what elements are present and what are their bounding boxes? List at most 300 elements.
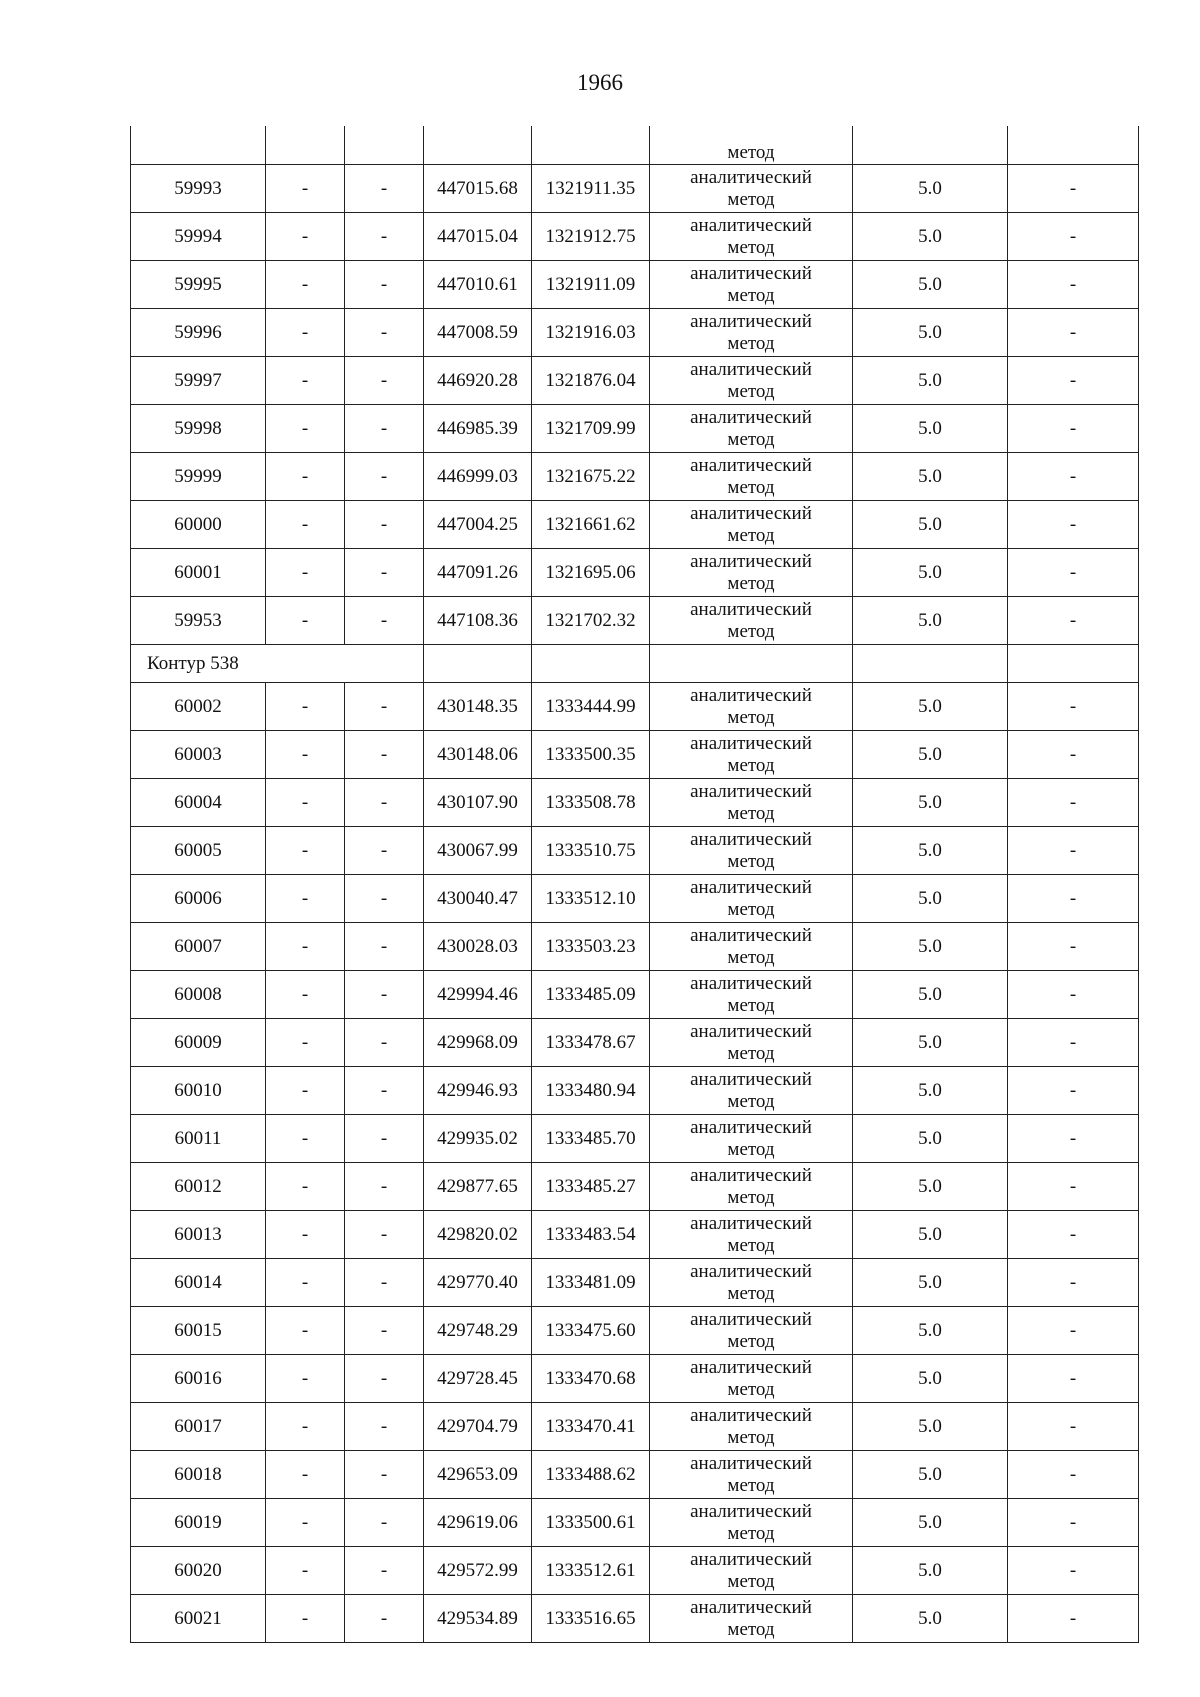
accuracy-cell: 5.0 xyxy=(853,1403,1008,1451)
method-line-2: метод xyxy=(727,1330,775,1352)
point-id-cell: 59999 xyxy=(131,453,266,501)
accuracy-cell: 5.0 xyxy=(853,827,1008,875)
x-coordinate-cell: 429820.02 xyxy=(424,1211,532,1259)
x-coordinate-cell: 430028.03 xyxy=(424,923,532,971)
point-id-cell: 60007 xyxy=(131,923,266,971)
x-coordinate-cell: 429968.09 xyxy=(424,1019,532,1067)
x-coordinate-cell: 429572.99 xyxy=(424,1547,532,1595)
y-coordinate-cell: 1321911.09 xyxy=(532,261,650,309)
method-line-1: аналитический xyxy=(690,502,812,524)
dash-cell: - xyxy=(1008,1019,1139,1067)
x-coordinate-cell: 429704.79 xyxy=(424,1403,532,1451)
point-id-cell: 60020 xyxy=(131,1547,266,1595)
x-coordinate-cell: 429877.65 xyxy=(424,1163,532,1211)
method-line-2: метод xyxy=(727,1378,775,1400)
method-line-2: метод xyxy=(727,380,775,402)
accuracy-cell: 5.0 xyxy=(853,453,1008,501)
method-line-2: метод xyxy=(727,1090,775,1112)
x-coordinate-cell: 447004.25 xyxy=(424,501,532,549)
method-line-1: аналитический xyxy=(690,1404,812,1426)
method-line-2: метод xyxy=(727,572,775,594)
table-row xyxy=(131,971,1139,1019)
y-coordinate-cell: 1333508.78 xyxy=(532,779,650,827)
accuracy-cell: 5.0 xyxy=(853,1115,1008,1163)
x-coordinate-cell: 430067.99 xyxy=(424,827,532,875)
method-cell xyxy=(650,165,853,213)
dash-cell: - xyxy=(345,1403,424,1451)
x-coordinate-cell: 447010.61 xyxy=(424,261,532,309)
table-row xyxy=(131,1067,1139,1115)
y-coordinate-cell: 1333510.75 xyxy=(532,827,650,875)
dash-cell: - xyxy=(345,1259,424,1307)
y-coordinate-cell: 1333485.27 xyxy=(532,1163,650,1211)
table-row xyxy=(131,261,1139,309)
y-coordinate-cell: 1333470.68 xyxy=(532,1355,650,1403)
page-number: 1966 xyxy=(577,70,623,95)
dash-cell: - xyxy=(266,971,345,1019)
table-row xyxy=(131,501,1139,549)
dash-cell: - xyxy=(1008,1595,1139,1643)
point-id-cell: 60012 xyxy=(131,1163,266,1211)
accuracy-cell: 5.0 xyxy=(853,213,1008,261)
dash-cell: - xyxy=(266,453,345,501)
accuracy-cell: 5.0 xyxy=(853,1067,1008,1115)
dash-cell: - xyxy=(266,779,345,827)
method-line-2: метод xyxy=(727,946,775,968)
method-cell xyxy=(650,549,853,597)
dash-cell: - xyxy=(1008,827,1139,875)
dash-cell: - xyxy=(1008,213,1139,261)
table-row xyxy=(131,875,1139,923)
accuracy-cell: 5.0 xyxy=(853,683,1008,731)
point-id-cell: 59993 xyxy=(131,165,266,213)
method-line-2: метод xyxy=(727,1234,775,1256)
table-row xyxy=(131,1547,1139,1595)
point-id-cell: 60006 xyxy=(131,875,266,923)
table-row xyxy=(131,1451,1139,1499)
dash-cell: - xyxy=(266,1307,345,1355)
method-line-1: аналитический xyxy=(690,1308,812,1330)
method-cell xyxy=(650,779,853,827)
table-row xyxy=(131,549,1139,597)
method-cell xyxy=(650,453,853,501)
y-coordinate-cell: 1321675.22 xyxy=(532,453,650,501)
dash-cell: - xyxy=(266,683,345,731)
dash-cell: - xyxy=(266,1019,345,1067)
dash-cell: - xyxy=(345,213,424,261)
method-line-1: аналитический xyxy=(690,1500,812,1522)
table-row xyxy=(131,1403,1139,1451)
dash-cell: - xyxy=(266,1355,345,1403)
contour-header-row xyxy=(131,645,1139,683)
method-cell xyxy=(650,1019,853,1067)
point-id-cell: 60002 xyxy=(131,683,266,731)
method-line-1: аналитический xyxy=(690,1212,812,1234)
point-id-cell: 60010 xyxy=(131,1067,266,1115)
table-row xyxy=(131,1259,1139,1307)
dash-cell: - xyxy=(266,549,345,597)
dash-cell: - xyxy=(266,1451,345,1499)
method-line-1: аналитический xyxy=(690,1068,812,1090)
method-line-1: аналитический xyxy=(690,732,812,754)
dash-cell: - xyxy=(1008,875,1139,923)
coordinates-table xyxy=(130,126,1139,1643)
dash-cell: - xyxy=(1008,405,1139,453)
point-id-cell: 60016 xyxy=(131,1355,266,1403)
table-row xyxy=(131,1499,1139,1547)
dash-cell: - xyxy=(345,875,424,923)
dash-cell: - xyxy=(345,261,424,309)
x-coordinate-cell: 429935.02 xyxy=(424,1115,532,1163)
dash-cell: - xyxy=(1008,549,1139,597)
accuracy-cell: 5.0 xyxy=(853,1259,1008,1307)
accuracy-cell: 5.0 xyxy=(853,731,1008,779)
method-line-2: метод xyxy=(727,1522,775,1544)
dash-cell: - xyxy=(1008,357,1139,405)
method-line-1: аналитический xyxy=(690,1020,812,1042)
point-id-cell: 60015 xyxy=(131,1307,266,1355)
method-line-2: метод xyxy=(727,1618,775,1640)
y-coordinate-cell: 1333488.62 xyxy=(532,1451,650,1499)
table-row xyxy=(131,1355,1139,1403)
dash-cell: - xyxy=(345,1211,424,1259)
dash-cell: - xyxy=(1008,1403,1139,1451)
dash-cell: - xyxy=(1008,731,1139,779)
dash-cell: - xyxy=(345,1067,424,1115)
dash-cell: - xyxy=(266,213,345,261)
x-coordinate-cell: 430040.47 xyxy=(424,875,532,923)
method-cell xyxy=(650,1403,853,1451)
y-coordinate-cell: 1333481.09 xyxy=(532,1259,650,1307)
method-line-2: метод xyxy=(727,620,775,642)
dash-cell: - xyxy=(266,1595,345,1643)
dash-cell: - xyxy=(266,1067,345,1115)
dash-cell: - xyxy=(266,923,345,971)
dash-cell: - xyxy=(1008,1307,1139,1355)
method-line-2: метод xyxy=(727,706,775,728)
dash-cell: - xyxy=(1008,1547,1139,1595)
dash-cell: - xyxy=(1008,1163,1139,1211)
x-coordinate-cell: 447108.36 xyxy=(424,597,532,645)
method-line-1: аналитический xyxy=(690,598,812,620)
method-line-1: аналитический xyxy=(690,876,812,898)
dash-cell: - xyxy=(1008,971,1139,1019)
x-coordinate-cell: 446999.03 xyxy=(424,453,532,501)
method-cell xyxy=(650,309,853,357)
method-cell xyxy=(650,1259,853,1307)
table-row xyxy=(131,357,1139,405)
method-cell xyxy=(650,1115,853,1163)
table-row xyxy=(131,1163,1139,1211)
dash-cell: - xyxy=(266,1499,345,1547)
dash-cell: - xyxy=(345,827,424,875)
method-line-1: аналитический xyxy=(690,214,812,236)
dash-cell: - xyxy=(266,309,345,357)
method-cell xyxy=(650,827,853,875)
method-cell xyxy=(650,1547,853,1595)
accuracy-cell: 5.0 xyxy=(853,597,1008,645)
dash-cell: - xyxy=(266,731,345,779)
dash-cell: - xyxy=(345,1499,424,1547)
table-row xyxy=(131,597,1139,645)
dash-cell: - xyxy=(345,1451,424,1499)
y-coordinate-cell: 1321911.35 xyxy=(532,165,650,213)
table-row xyxy=(131,309,1139,357)
accuracy-cell: 5.0 xyxy=(853,971,1008,1019)
table-row xyxy=(131,923,1139,971)
x-coordinate-cell: 429534.89 xyxy=(424,1595,532,1643)
dash-cell: - xyxy=(1008,453,1139,501)
accuracy-cell: 5.0 xyxy=(853,923,1008,971)
accuracy-cell: 5.0 xyxy=(853,1547,1008,1595)
dash-cell: - xyxy=(345,1115,424,1163)
method-line-1: аналитический xyxy=(690,1548,812,1570)
method-line-1: аналитический xyxy=(690,1596,812,1618)
accuracy-cell: 5.0 xyxy=(853,1211,1008,1259)
y-coordinate-cell: 1333483.54 xyxy=(532,1211,650,1259)
x-coordinate-cell: 429728.45 xyxy=(424,1355,532,1403)
dash-cell: - xyxy=(345,683,424,731)
method-line-2: метод xyxy=(727,802,775,824)
dash-cell: - xyxy=(345,923,424,971)
method-line-2: метод xyxy=(727,1186,775,1208)
y-coordinate-cell: 1321709.99 xyxy=(532,405,650,453)
table-body xyxy=(131,126,1139,1643)
point-id-cell: 59996 xyxy=(131,309,266,357)
table-row xyxy=(131,1211,1139,1259)
method-cell xyxy=(650,1355,853,1403)
dash-cell: - xyxy=(1008,683,1139,731)
y-coordinate-cell: 1333500.61 xyxy=(532,1499,650,1547)
y-coordinate-cell: 1333516.65 xyxy=(532,1595,650,1643)
x-coordinate-cell: 430148.06 xyxy=(424,731,532,779)
accuracy-cell: 5.0 xyxy=(853,165,1008,213)
dash-cell: - xyxy=(266,165,345,213)
accuracy-cell: 5.0 xyxy=(853,1355,1008,1403)
x-coordinate-cell: 446920.28 xyxy=(424,357,532,405)
y-coordinate-cell: 1321876.04 xyxy=(532,357,650,405)
point-id-cell: 59997 xyxy=(131,357,266,405)
y-coordinate-cell: 1321695.06 xyxy=(532,549,650,597)
method-line-2: метод xyxy=(727,994,775,1016)
x-coordinate-cell: 447008.59 xyxy=(424,309,532,357)
table-row xyxy=(131,731,1139,779)
method-cell xyxy=(650,405,853,453)
method-line-2: метод xyxy=(727,428,775,450)
method-line-1: аналитический xyxy=(690,310,812,332)
point-id-cell: 60000 xyxy=(131,501,266,549)
dash-cell: - xyxy=(266,1403,345,1451)
table-row xyxy=(131,683,1139,731)
method-line-2: метод xyxy=(727,236,775,258)
method-line-2: метод xyxy=(727,1474,775,1496)
method-line-2: метод xyxy=(727,476,775,498)
table-row xyxy=(131,1307,1139,1355)
method-line-1: аналитический xyxy=(690,1164,812,1186)
y-coordinate-cell: 1321916.03 xyxy=(532,309,650,357)
dash-cell: - xyxy=(345,549,424,597)
dash-cell: - xyxy=(345,597,424,645)
x-coordinate-cell: 446985.39 xyxy=(424,405,532,453)
dash-cell: - xyxy=(345,405,424,453)
dash-cell: - xyxy=(266,357,345,405)
point-id-cell: 60008 xyxy=(131,971,266,1019)
y-coordinate-cell: 1333478.67 xyxy=(532,1019,650,1067)
method-line-1: аналитический xyxy=(690,262,812,284)
dash-cell: - xyxy=(345,501,424,549)
accuracy-cell: 5.0 xyxy=(853,875,1008,923)
accuracy-cell: 5.0 xyxy=(853,1307,1008,1355)
dash-cell: - xyxy=(1008,1499,1139,1547)
method-line-1: аналитический xyxy=(690,828,812,850)
point-id-cell: 59953 xyxy=(131,597,266,645)
table-row xyxy=(131,1019,1139,1067)
accuracy-cell: 5.0 xyxy=(853,1595,1008,1643)
y-coordinate-cell: 1333480.94 xyxy=(532,1067,650,1115)
dash-cell: - xyxy=(266,1259,345,1307)
point-id-cell: 59995 xyxy=(131,261,266,309)
dash-cell: - xyxy=(266,827,345,875)
point-id-cell: 60017 xyxy=(131,1403,266,1451)
y-coordinate-cell: 1333470.41 xyxy=(532,1403,650,1451)
accuracy-cell: 5.0 xyxy=(853,1019,1008,1067)
x-coordinate-cell: 429653.09 xyxy=(424,1451,532,1499)
method-cell xyxy=(650,1211,853,1259)
dash-cell: - xyxy=(1008,1355,1139,1403)
x-coordinate-cell: 447015.04 xyxy=(424,213,532,261)
x-coordinate-cell: 430148.35 xyxy=(424,683,532,731)
x-coordinate-cell: 429994.46 xyxy=(424,971,532,1019)
method-line-1: аналитический xyxy=(690,1116,812,1138)
method-cell xyxy=(650,1307,853,1355)
method-line-2: метод xyxy=(727,1426,775,1448)
method-line-1: аналитический xyxy=(690,780,812,802)
point-id-cell: 60014 xyxy=(131,1259,266,1307)
method-cell xyxy=(650,875,853,923)
dash-cell: - xyxy=(1008,1211,1139,1259)
table-row xyxy=(131,827,1139,875)
table-row xyxy=(131,213,1139,261)
method-cell xyxy=(650,1451,853,1499)
accuracy-cell: 5.0 xyxy=(853,405,1008,453)
point-id-cell: 59998 xyxy=(131,405,266,453)
x-coordinate-cell: 429770.40 xyxy=(424,1259,532,1307)
dash-cell: - xyxy=(345,165,424,213)
method-cell xyxy=(650,597,853,645)
dash-cell: - xyxy=(266,1163,345,1211)
dash-cell: - xyxy=(266,1211,345,1259)
dash-cell: - xyxy=(1008,923,1139,971)
method-line-2: метод xyxy=(727,332,775,354)
method-cell xyxy=(650,1067,853,1115)
dash-cell: - xyxy=(266,261,345,309)
point-id-cell: 60013 xyxy=(131,1211,266,1259)
method-line-1: аналитический xyxy=(690,924,812,946)
dash-cell: - xyxy=(266,405,345,453)
point-id-cell: 60005 xyxy=(131,827,266,875)
method-cell xyxy=(650,971,853,1019)
dash-cell: - xyxy=(1008,1259,1139,1307)
method-line-2: метод xyxy=(727,754,775,776)
dash-cell: - xyxy=(1008,1451,1139,1499)
method-line-2: метод xyxy=(727,898,775,920)
dash-cell: - xyxy=(1008,1115,1139,1163)
dash-cell: - xyxy=(1008,779,1139,827)
method-line-1: аналитический xyxy=(690,358,812,380)
method-line-2: метод xyxy=(727,1282,775,1304)
y-coordinate-cell: 1333512.10 xyxy=(532,875,650,923)
point-id-cell: 59994 xyxy=(131,213,266,261)
table-row xyxy=(131,453,1139,501)
dash-cell: - xyxy=(266,1547,345,1595)
point-id-cell: 60021 xyxy=(131,1595,266,1643)
method-line-2: метод xyxy=(727,850,775,872)
method-line-1: аналитический xyxy=(690,454,812,476)
method-cell xyxy=(650,501,853,549)
point-id-cell: 60001 xyxy=(131,549,266,597)
dash-cell: - xyxy=(345,1019,424,1067)
dash-cell: - xyxy=(1008,501,1139,549)
dash-cell: - xyxy=(1008,261,1139,309)
table-row xyxy=(131,1595,1139,1643)
table-row xyxy=(131,779,1139,827)
point-id-cell: 60003 xyxy=(131,731,266,779)
accuracy-cell: 5.0 xyxy=(853,501,1008,549)
y-coordinate-cell: 1321661.62 xyxy=(532,501,650,549)
method-line-1: аналитический xyxy=(690,1356,812,1378)
x-coordinate-cell: 447091.26 xyxy=(424,549,532,597)
x-coordinate-cell: 429748.29 xyxy=(424,1307,532,1355)
point-id-cell: 60019 xyxy=(131,1499,266,1547)
x-coordinate-cell: 429619.06 xyxy=(424,1499,532,1547)
method-line-1: аналитический xyxy=(690,972,812,994)
accuracy-cell: 5.0 xyxy=(853,1163,1008,1211)
x-coordinate-cell: 447015.68 xyxy=(424,165,532,213)
method-cell xyxy=(650,261,853,309)
point-id-cell: 60018 xyxy=(131,1451,266,1499)
x-coordinate-cell: 429946.93 xyxy=(424,1067,532,1115)
dash-cell: - xyxy=(266,875,345,923)
dash-cell: - xyxy=(345,357,424,405)
dash-cell: - xyxy=(345,731,424,779)
continuation-method-cell: метод xyxy=(650,126,853,165)
x-coordinate-cell: 430107.90 xyxy=(424,779,532,827)
dash-cell: - xyxy=(266,1115,345,1163)
method-line-2: метод xyxy=(727,524,775,546)
y-coordinate-cell: 1321702.32 xyxy=(532,597,650,645)
dash-cell: - xyxy=(345,779,424,827)
method-cell xyxy=(650,683,853,731)
dash-cell: - xyxy=(1008,597,1139,645)
method-cell xyxy=(650,731,853,779)
method-line-1: аналитический xyxy=(690,550,812,572)
method-line-2: метод xyxy=(727,1042,775,1064)
dash-cell: - xyxy=(345,1163,424,1211)
accuracy-cell: 5.0 xyxy=(853,1451,1008,1499)
y-coordinate-cell: 1321912.75 xyxy=(532,213,650,261)
point-id-cell: 60004 xyxy=(131,779,266,827)
dash-cell: - xyxy=(345,309,424,357)
method-cell xyxy=(650,1499,853,1547)
method-line-1: аналитический xyxy=(690,406,812,428)
dash-cell: - xyxy=(345,1547,424,1595)
accuracy-cell: 5.0 xyxy=(853,309,1008,357)
method-line-2: метод xyxy=(727,1138,775,1160)
method-cell xyxy=(650,357,853,405)
method-line-2: метод xyxy=(727,1570,775,1592)
accuracy-cell: 5.0 xyxy=(853,357,1008,405)
point-id-cell: 60011 xyxy=(131,1115,266,1163)
